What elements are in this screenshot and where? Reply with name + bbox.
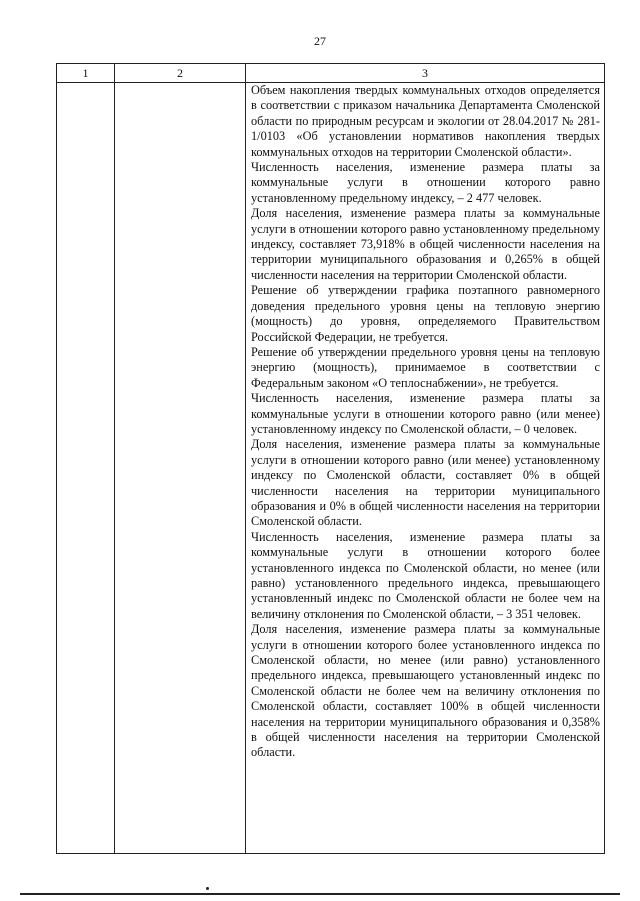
paragraph-share-equal-limit: Доля населения, изменение размера платы за коммунальные услуги в отношении которого равно установленному предельному индексу, составляет 73,918% в общей численности населения на территории муниципального образования и 0,265% в общей численности населения на территории Смоленской области. [251,206,600,282]
document-table [56,63,605,854]
footer-mark [206,887,209,890]
paragraph-share-below-index: Доля населения, изменение размера платы за коммунальные услуги в отношении которого равно (или менее) установленному индексу по Смоленской области, составляет 0% в общей численности населения на территории муниципального образования и 0% в общей численности населения на территории Смоленской области. [251,437,600,529]
column-header-2: 2 [115,64,246,83]
paragraph-heat-price-limit: Решение об утверждении предельного уровня цены на тепловую энергию (мощность), принимаемое в соответствии с Федеральным законом «О теплоснабжении», не требуется. [251,344,600,390]
paragraph-waste-norms: Объем накопления твердых коммунальных отходов определяется в соответствии с приказом начальника Департамента Смоленской области по природным ресурсам и экологии от 28.04.2017 № 281-1/0103 «Об установлении нормативов накопления твердых коммунальных отходов на территории Смоленской области». [251,83,600,159]
paragraph-population-above-index: Численность населения, изменение размера платы за коммунальные услуги в отношении которого более установленного индекса по Смоленской области, но менее (или равно) установленного предельного индекса, превышающего установленный индекс по Смоленской области не более чем на величину отклонения по Смоленской области, – 3 351 человек. [251,529,600,621]
table-header-row [57,64,605,83]
footer-rule [20,893,620,895]
column-header-3: 3 [246,64,605,83]
cell-column-1 [57,83,115,854]
cell-column-2 [115,83,246,854]
column-header-1: 1 [57,64,115,83]
table-row [57,83,605,854]
paragraph-population-equal-limit: Численность населения, изменение размера платы за коммунальные услуги в отношении которого равно установленному предельному индексу, – 2 477 человек. [251,160,600,205]
paragraph-share-above-index: Доля населения, изменение размера платы за коммунальные услуги в отношении которого более установленного индекса по Смоленской области, но менее (или равно) установленного предельного индекса, превышающего установленный индекс по Смоленской области не более чем на величину отклонения по Смоленской области, составляет 100% в общей численности населения на территории муниципального образования и 0,358% в общей численности населения на территории Смоленской области. [251,622,600,760]
page-number: 27 [314,34,326,48]
paragraph-heat-price-schedule: Решение об утверждении графика поэтапного равномерного доведения предельного уровня цены на тепловую энергию (мощность) до уровня, определяемого Правительством Российской Федерации, не требуется. [251,283,600,344]
cell-column-3 [246,83,605,854]
paragraph-population-below-index: Численность населения, изменение размера платы за коммунальные услуги в отношении которого равно (или менее) установленному индексу по Смоленской области, – 0 человек. [251,391,600,436]
